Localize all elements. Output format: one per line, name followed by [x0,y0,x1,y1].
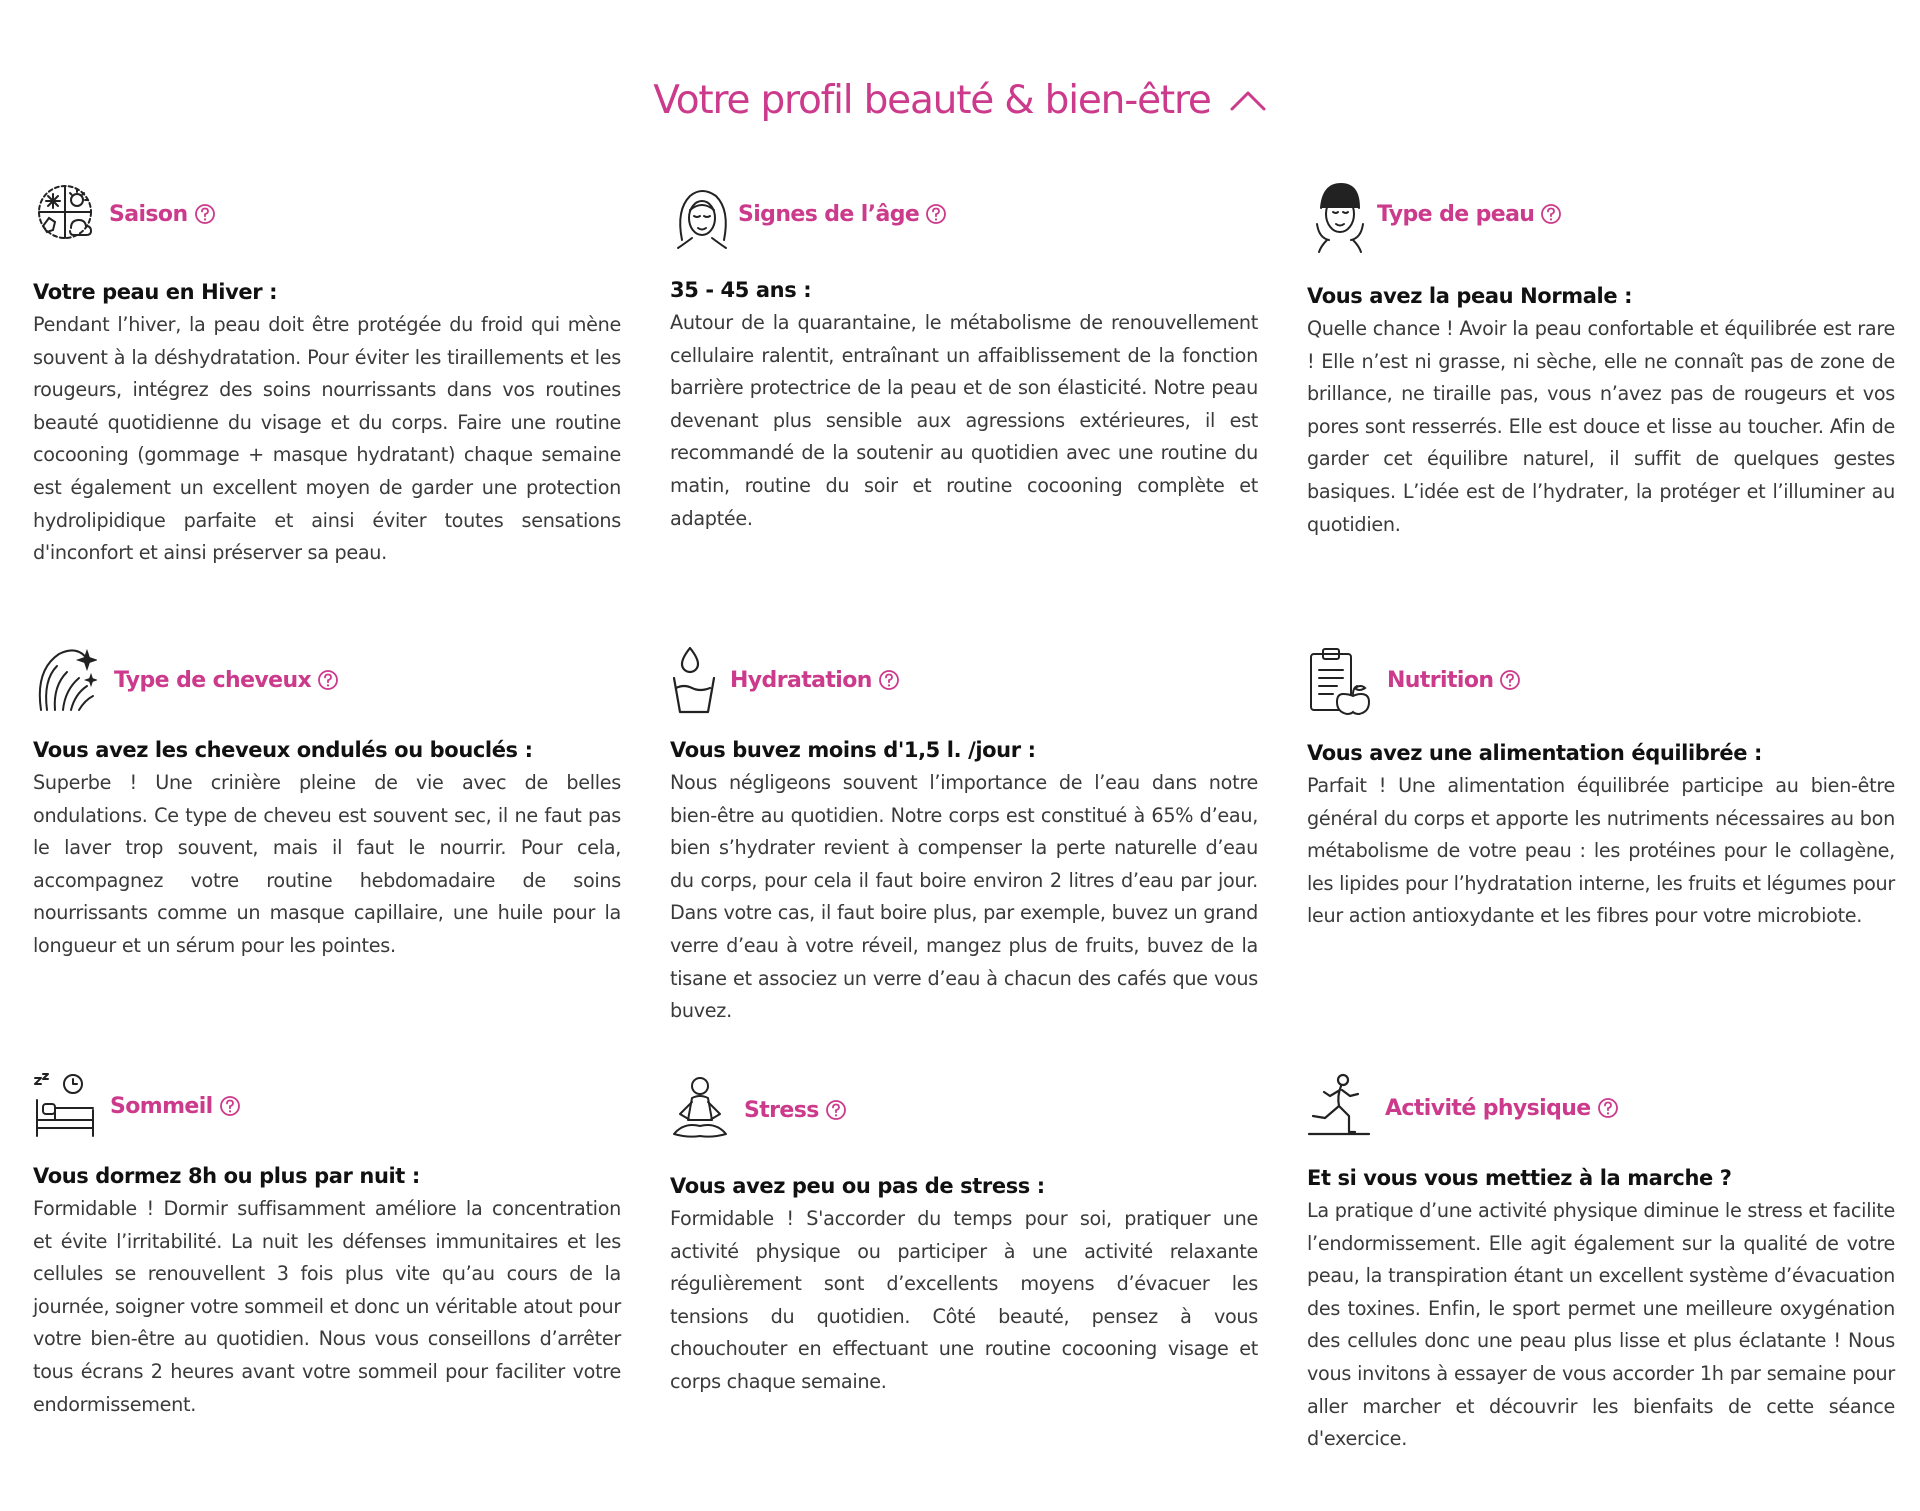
question-circle-icon[interactable] [825,1099,847,1121]
card-hydratation [670,644,1258,1028]
card-body: Parfait ! Une alimentation équilibrée participe au bien-être général du corps et apporte les nutriments nécessaires au bon métabolisme de votre peau : les protéines pour le collagène, les lipides pour l’hydratation interne, les fruits et légumes pour leur action antioxydante et les fibres pour votre microbiote. [1307,774,1895,928]
hair-icon [33,644,97,720]
woman-face-icon [670,178,734,254]
card-body: Pendant l’hiver, la peau doit être protégée du froid qui mène souvent à la déshydratation. Pour éviter les tiraillements et les rougeurs, intégrez des soins nourrissants dans vos routines beauté quotidienne du visage et du corps. Faire une routine cocooning (gommage + masque hydratant) chaque semaine est également un excellent moyen de garder une protection hydrolipidique parfaite et ainsi éviter toutes sensations d'inconfort et ainsi préserver sa peau. [33,313,621,565]
seasons-icon [33,178,97,254]
water-glass-icon [670,644,734,720]
card-body: Nous négligeons souvent l’importance de l’eau dans notre bien-être au quotidien. Notre corps est constitué à 65% d’eau, bien s’hydrater revient à compenser la perte naturelle d’eau du corps, pour cela il faut boire environ 2 litres d’eau par jour. Dans votre cas, il faut boire plus, par exemple, buvez un grand verre d’eau à votre réveil, mangez plus de fruits, buvez de la tisane et associez un verre d’eau à chacun des cafés que vous buvez. [670,771,1258,1023]
card-cheveux [33,644,621,963]
card-subtitle: 35 - 45 ans : [670,278,812,302]
card-subtitle: Vous avez la peau Normale : [1307,284,1633,308]
card-title: Type de peau [1377,201,1535,227]
card-title: Type de cheveux [114,667,312,693]
card-activite [1307,1072,1895,1456]
card-title: Sommeil [110,1093,213,1119]
card-sommeil [33,1070,621,1421]
question-circle-icon[interactable] [878,669,900,691]
card-age [670,178,1258,535]
question-circle-icon[interactable] [1540,203,1562,225]
question-circle-icon[interactable] [1499,669,1521,691]
profile-header [0,70,1920,130]
question-circle-icon[interactable] [1597,1097,1619,1119]
card-body: Autour de la quarantaine, le métabolisme de renouvellement cellulaire ralentit, entraînant un affaiblissement de la fonction barrière protectrice de la peau et de son élasticité. Notre peau devenant plus sensible aux agressions extérieures, il est recommandé de la soutenir au quotidien avec une routine du matin, routine du soir et routine cocooning complète et adaptée. [670,311,1258,530]
card-subtitle: Et si vous vous mettiez à la marche ? [1307,1166,1732,1190]
card-body: Formidable ! S'accorder du temps pour soi, pratiquer une activité physique ou participer à une activité relaxante régulièrement sont d’excellents moyens d’évacuer les tensions du quotidien. Côté beauté, pensez à vous chouchouter en effectuant une routine cocooning visage et corps chaque semaine. [670,1207,1258,1393]
clipboard-apple-icon [1307,644,1371,720]
card-body: Superbe ! Une crinière pleine de vie avec de belles ondulations. Ce type de cheveu est souvent sec, il ne faut pas le laver trop souvent, mais il faut le nourrir. Pour cela, accompagnez votre routine hebdomadaire de soins nourrissants comme un masque capillaire, une huile pour la longueur et un sérum pour les pointes. [33,771,621,957]
card-body: Formidable ! Dormir suffisamment améliore la concentration et évite l’irritabilité. La nuit les défenses immunitaires et les cellules se renouvellent 3 fois plus vite qu’au cours de la journée, soigner votre sommeil et donc un véritable atout pour votre bien-être au quotidien. Nous vous conseillons d’arrêter tous écrans 2 heures avant votre sommeil pour faciliter votre endormissement. [33,1197,621,1416]
card-subtitle: Vous dormez 8h ou plus par nuit : [33,1164,420,1188]
card-subtitle: Vous avez les cheveux ondulés ou bouclés : [33,738,533,762]
card-body: La pratique d’une activité physique diminue le stress et facilite l’endormissement. Elle agit également sur la qualité de votre peau, la transpiration étant un excellent système d’évacuation des toxines. Enfin, le sport permet une meilleure oxygénation des cellules donc une peau plus lisse et plus éclatante ! Nous vous invitons à essayer de vous accorder 1h par semaine pour aller marcher et découvrir les bienfaits de cette séance d'exercice. [1307,1199,1895,1451]
card-title: Hydratation [730,667,872,693]
card-peau [1307,178,1895,541]
card-subtitle: Vous buvez moins d'1,5 l. /jour : [670,738,1036,762]
card-title: Saison [109,201,188,227]
card-subtitle: Vous avez peu ou pas de stress : [670,1174,1045,1198]
card-nutrition [1307,644,1895,933]
question-circle-icon[interactable] [925,203,947,225]
meditation-icon [670,1074,734,1150]
card-title: Signes de l’âge [738,201,920,227]
chevron-up-icon[interactable] [1229,88,1267,112]
card-subtitle: Votre peau en Hiver : [33,280,278,304]
page-title[interactable]: Votre profil beauté & bien-être [653,77,1211,123]
question-circle-icon[interactable] [219,1095,241,1117]
workout-icon [1307,1072,1371,1148]
card-saison [33,178,621,570]
question-circle-icon[interactable] [194,203,216,225]
face-touch-icon [1307,178,1371,254]
question-circle-icon[interactable] [317,669,339,691]
card-title: Activité physique [1385,1095,1591,1121]
card-stress [670,1074,1258,1399]
card-title: Stress [744,1097,819,1123]
card-body: Quelle chance ! Avoir la peau confortable et équilibrée est rare ! Elle n’est ni grasse, ni sèche, elle ne connaît pas de zone de brillance, ne tiraille pas, vous n’avez pas de rougeurs et vos pores sont resserrés. Elle est douce et lisse au toucher. Afin de garder cet équilibre naturel, il suffit de quelques gestes basiques. L’idée est de l’hydrater, la protéger et l’illuminer au quotidien. [1307,317,1895,536]
card-subtitle: Vous avez une alimentation équilibrée : [1307,741,1762,765]
card-title: Nutrition [1387,667,1494,693]
sleep-bed-icon [33,1070,97,1146]
